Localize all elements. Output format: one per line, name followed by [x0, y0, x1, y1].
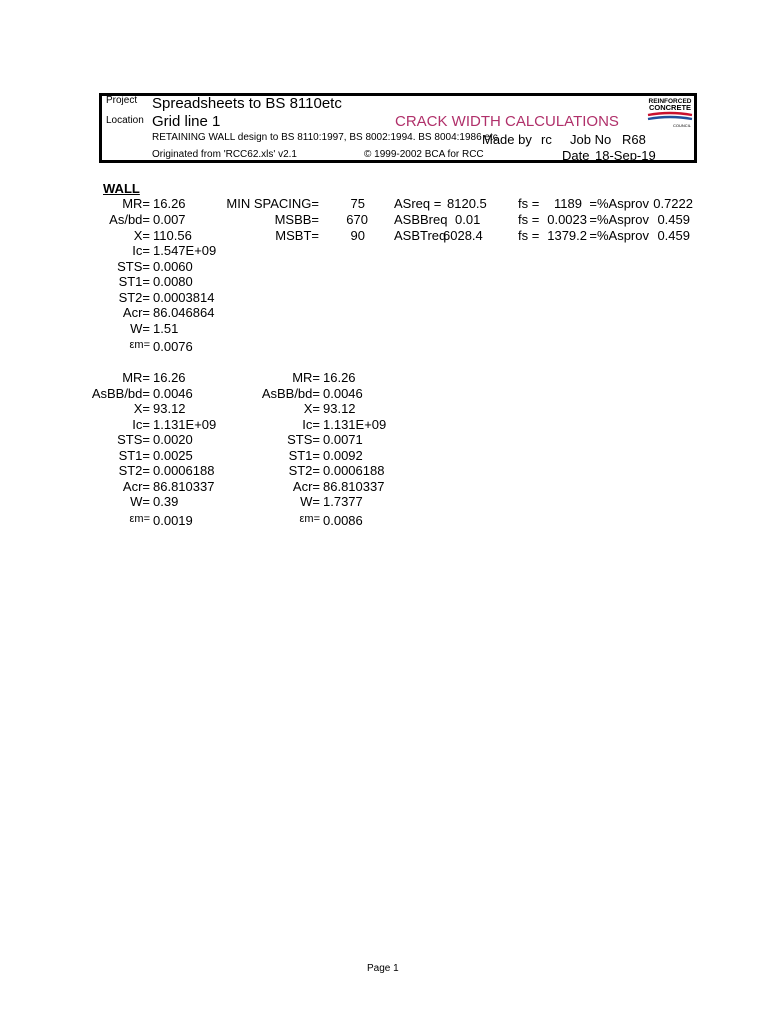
date-value: 18-Sep-19: [595, 148, 656, 163]
bbl-w-label: W=: [130, 494, 150, 509]
bbl-acr-value: 86.810337: [153, 479, 215, 494]
msbb-label: MSBB=: [274, 212, 319, 227]
fs-2-value: 0.0023: [547, 212, 587, 227]
job-no-value: R68: [622, 132, 646, 147]
rcc-logo-graphic: [647, 97, 693, 129]
bbl-x-label: X=: [133, 401, 150, 416]
wall-x-label: X=: [133, 228, 150, 243]
asbtreq-value: 6028.4: [443, 228, 483, 243]
project-name: Spreadsheets to BS 8110etc: [152, 95, 342, 112]
wall-st1-value: 0.0080: [153, 274, 193, 289]
bbr-asbb-value: 0.0046: [323, 386, 363, 401]
bbl-mr-value: 16.26: [153, 370, 186, 385]
bbr-w-label: W=: [300, 494, 320, 509]
date-label: Date: [562, 148, 590, 163]
asreq-label: ASreq =: [394, 196, 442, 211]
wall-st2-label: ST2=: [118, 290, 150, 305]
wall-em-label: εm=: [129, 339, 150, 351]
bbl-w-value: 0.39: [153, 494, 179, 509]
bbr-st2-value: 0.0006188: [323, 463, 385, 478]
fs-2-label: fs =: [518, 212, 540, 227]
logo-line1: REINFORCED: [648, 98, 692, 105]
bbr-w-value: 1.7377: [323, 494, 363, 509]
copyright-note: © 1999-2002 BCA for RCC: [364, 149, 484, 160]
wall-acr-label: Acr=: [122, 305, 150, 320]
wall-asbd-label: As/bd=: [109, 212, 150, 227]
fs-3-value: 1379.2: [547, 228, 587, 243]
wall-w-value: 1.51: [153, 321, 179, 336]
wall-sts-value: 0.0060: [153, 259, 193, 274]
asprov-1-label: Asprov%=: [589, 196, 649, 211]
bbl-st2-label: ST2=: [118, 463, 150, 478]
wall-acr-value: 86.046864: [153, 305, 215, 320]
wall-ic-label: Ic=: [132, 243, 150, 258]
bbl-em-label: εm=: [129, 513, 150, 525]
min-spacing-label: MIN SPACING=: [226, 196, 319, 211]
bbr-ic-value: 1.131E+09: [323, 417, 387, 432]
job-no-label: Job No: [570, 132, 612, 147]
bbr-x-value: 93.12: [323, 401, 356, 416]
fs-1-label: fs =: [518, 196, 540, 211]
bbr-mr-label: MR=: [292, 370, 320, 385]
bbr-ic-label: Ic=: [302, 417, 320, 432]
wall-w-label: W=: [130, 321, 150, 336]
bbl-ic-value: 1.131E+09: [153, 417, 217, 432]
wall-em-value: 0.0076: [153, 339, 193, 354]
made-by-label: Made by: [482, 132, 532, 147]
bbl-x-value: 93.12: [153, 401, 186, 416]
wall-x-value: 110.56: [153, 228, 192, 243]
asreq-value: 8120.5: [447, 196, 487, 211]
wall-mr-value: 16.26: [153, 196, 186, 211]
bbr-em-label: εm=: [299, 513, 320, 525]
bbr-st1-value: 0.0092: [323, 448, 363, 463]
fs-1-value: 1189: [554, 196, 582, 211]
made-by-value: rc: [541, 132, 552, 147]
bbr-acr-value: 86.810337: [323, 479, 385, 494]
bbl-sts-value: 0.0020: [153, 432, 193, 447]
asprov-3-label: Asprov%=: [589, 228, 649, 243]
bbr-st1-label: ST1=: [288, 448, 320, 463]
bbr-em-value: 0.0086: [323, 513, 363, 528]
asbbreq-value: 0.01: [455, 212, 481, 227]
design-note: RETAINING WALL design to BS 8110:1997, BS 8002:1994. BS 8004:1986 etc: [152, 132, 498, 143]
bbl-ic-label: Ic=: [132, 417, 150, 432]
project-label: Project: [106, 95, 138, 106]
page-number: Page 1: [367, 963, 399, 974]
bbl-mr-label: MR=: [122, 370, 150, 385]
wall-ic-value: 1.547E+09: [153, 243, 217, 258]
asbbreq-label: ASBBreq: [394, 212, 448, 227]
wall-st2-value: 0.0003814: [153, 290, 215, 305]
asprov-2-label: Asprov%=: [589, 212, 649, 227]
bbr-sts-label: STS=: [287, 432, 320, 447]
min-spacing-value: 75: [350, 196, 365, 211]
logo-line2: CONCRETE: [648, 103, 692, 112]
wall-st1-label: ST1=: [118, 274, 150, 289]
wall-sts-label: STS=: [117, 259, 150, 274]
bbl-st1-value: 0.0025: [153, 448, 193, 463]
calc-title: CRACK WIDTH CALCULATIONS: [395, 113, 619, 130]
wall-section-title: WALL: [103, 181, 140, 196]
bbr-acr-label: Acr=: [292, 479, 320, 494]
asprov-2-value: 0.459: [657, 212, 690, 227]
bbl-st2-value: 0.0006188: [153, 463, 215, 478]
asprov-3-value: 0.459: [657, 228, 690, 243]
wall-mr-label: MR=: [122, 196, 150, 211]
location-name: Grid line 1: [152, 113, 221, 130]
bbr-asbb-label: AsBB/bd=: [261, 386, 320, 401]
bbl-st1-label: ST1=: [118, 448, 150, 463]
fs-3-label: fs =: [518, 228, 540, 243]
wall-asbd-value: 0.007: [153, 212, 186, 227]
bbr-mr-value: 16.26: [323, 370, 356, 385]
bbr-x-label: X=: [303, 401, 320, 416]
bbl-asbb-value: 0.0046: [153, 386, 193, 401]
bbr-st2-label: ST2=: [288, 463, 320, 478]
bbl-em-value: 0.0019: [153, 513, 193, 528]
msbt-label: MSBT=: [275, 228, 319, 243]
asprov-1-value: 0.7222: [653, 196, 693, 211]
msbb-value: 670: [346, 212, 368, 227]
rcc-logo: [647, 97, 693, 129]
bbl-sts-label: STS=: [117, 432, 150, 447]
location-label: Location: [106, 115, 144, 126]
origin-note: Originated from 'RCC62.xls' v2.1: [152, 149, 297, 160]
msbt-value: 90: [350, 228, 365, 243]
bbl-acr-label: Acr=: [122, 479, 150, 494]
asbtreq-label: ASBTreq: [394, 228, 447, 243]
logo-line3: COUNCIL: [672, 123, 691, 128]
bbr-sts-value: 0.0071: [323, 432, 363, 447]
bbl-asbb-label: AsBB/bd=: [91, 386, 150, 401]
